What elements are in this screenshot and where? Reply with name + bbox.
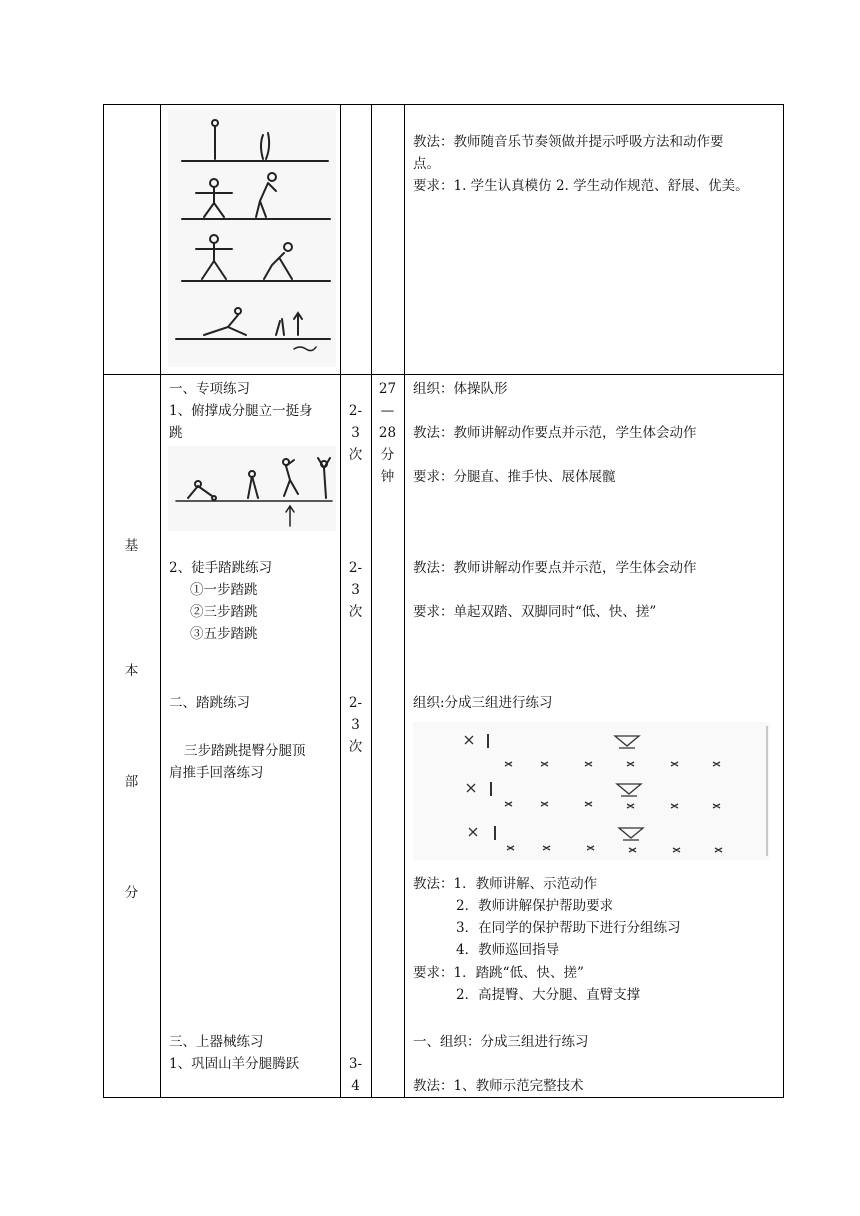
times-2c: 次: [348, 604, 363, 620]
times-3a: 2-: [348, 695, 363, 711]
column-divider-4: [404, 104, 405, 1098]
exercise-figure-jump: [168, 446, 336, 531]
method-2: 教法：教师讲解动作要点并示范，学生体会动作: [413, 560, 697, 576]
table-bottom-border: [103, 1097, 784, 1098]
times-4b: 4: [351, 1078, 360, 1094]
item3: 1、巩固山羊分腿腾跃: [169, 1056, 300, 1072]
org-1: 组织：体操队形: [413, 381, 508, 397]
times-4a: 3-: [348, 1056, 363, 1072]
row1-method-line1: 教法：教师随音乐节奏领做并提示呼吸方法和动作要: [413, 134, 724, 150]
exercise-figure-stretching: [168, 109, 336, 367]
table-left-border: [103, 104, 104, 1098]
section-char-4: 分: [124, 885, 139, 901]
item2-b: ②三步踏跳: [190, 604, 258, 620]
duration-2: —: [380, 403, 395, 419]
item2: 2、徒手踏跳练习: [169, 560, 273, 576]
item2-c: ③五步踏跳: [190, 626, 258, 642]
item1-line2: 跳: [169, 425, 183, 441]
table-right-border: [783, 104, 784, 1098]
method-3-line3: 3．在同学的保护帮助下进行分组练习: [456, 920, 681, 936]
section-char-2: 本: [124, 663, 139, 679]
column-divider-1: [160, 104, 161, 1098]
times-3c: 次: [348, 739, 363, 755]
table-top-border: [103, 104, 784, 105]
method-4: 教法：1、教师示范完整技术: [413, 1078, 584, 1094]
item1-line1: 1、俯撑成分腿立一挺身: [169, 403, 313, 419]
times-3b: 3: [351, 717, 360, 733]
method-3-line1: 教法：1．教师讲解、示范动作: [413, 876, 598, 892]
section-char-1: 基: [124, 538, 139, 554]
heading-takeoff-practice: 二、踏跳练习: [169, 695, 250, 711]
heading-special-practice: 一、专项练习: [169, 381, 250, 397]
requirement-1: 要求：分腿直、推手快、展体展髋: [413, 469, 616, 485]
row-divider: [103, 374, 784, 375]
duration-5: 钟: [380, 469, 395, 485]
row1-requirement: 要求：1. 学生认真模仿 2. 学生动作规范、舒展、优美。: [413, 178, 749, 194]
method-3-line2: 2．教师讲解保护帮助要求: [456, 898, 614, 914]
requirement-3-line1: 要求：1．踏跳“低、快、搓”: [413, 965, 584, 981]
requirement-3-line2: 2．高提臀、大分腿、直臂支撑: [456, 987, 641, 1003]
h2-desc-line1: 三步踏跳提臀分腿顶: [184, 743, 306, 759]
item2-a: ①一步踏跳: [190, 582, 258, 598]
method-3-line4: 4．教师巡回指导: [456, 942, 560, 958]
heading-apparatus-practice: 三、上器械练习: [169, 1034, 264, 1050]
times-2b: 3: [351, 582, 360, 598]
requirement-2: 要求：单起双踏、双脚同时“低、快、搓”: [413, 604, 657, 620]
h2-desc-line2: 肩推手回落练习: [169, 765, 264, 781]
section-char-3: 部: [124, 774, 139, 790]
formation-diagram: [413, 722, 770, 860]
duration-4: 分: [380, 447, 395, 463]
times-1c: 次: [348, 447, 363, 463]
times-1a: 2-: [348, 403, 363, 419]
duration-1: 27: [378, 381, 397, 397]
times-2a: 2-: [348, 560, 363, 576]
org-2: 组织:分成三组进行练习: [413, 695, 553, 711]
method-1: 教法：教师讲解动作要点并示范，学生体会动作: [413, 425, 697, 441]
row1-method-line2: 点。: [413, 156, 440, 172]
org-3: 一、组织：分成三组进行练习: [413, 1034, 589, 1050]
times-1b: 3: [351, 425, 360, 441]
duration-3: 28: [378, 425, 397, 441]
column-divider-3: [371, 104, 372, 1098]
